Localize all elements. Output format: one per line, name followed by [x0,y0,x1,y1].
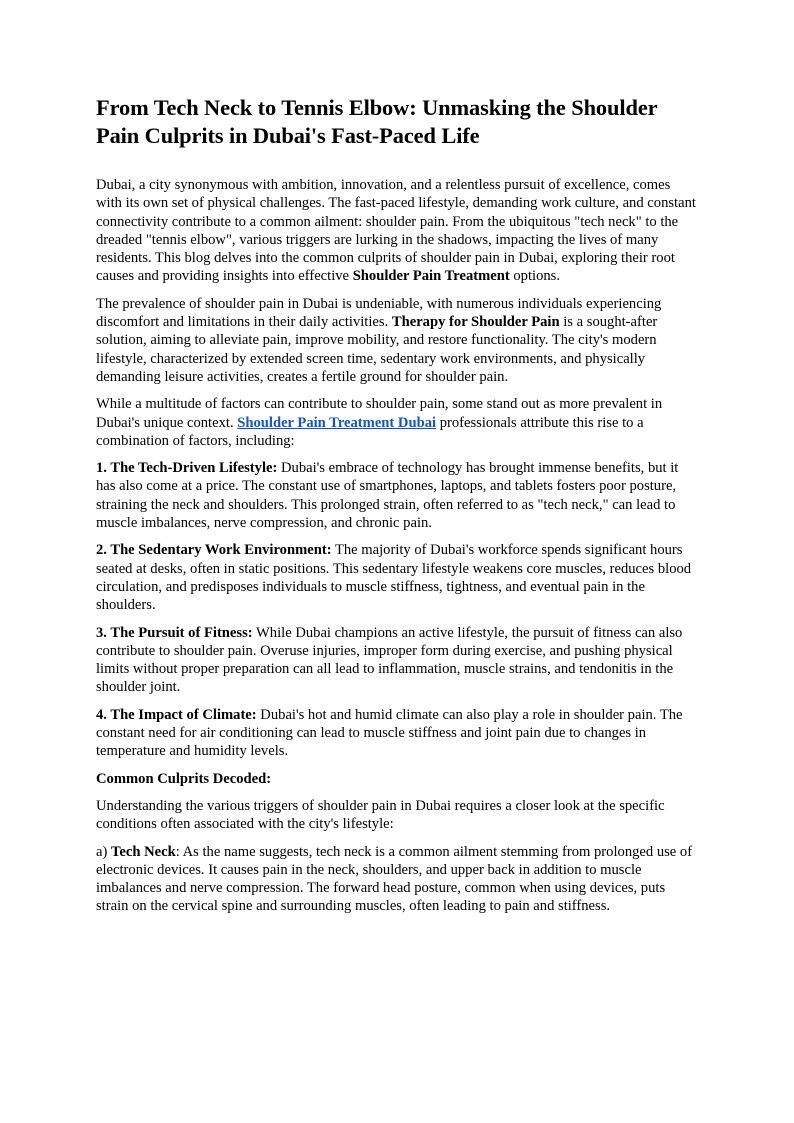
factor-item [96,459,698,532]
tech-neck-term: Tech Neck [111,843,176,860]
tech-neck-text: : As the name suggests, tech neck is a common ailment stemming from prolonged use of electronic devices. It causes pain in the neck, shoulders, and upper back in addition to muscle imbalances and nerve compression. The forward head posture, common when using devices, puts strain on the cervical spine and surrounding muscles, often leading to pain and stiffness. [96,843,693,915]
factors-text-end: professionals attribute this rise to a combination of factors, including: [96,414,644,449]
prevalence-text-end: is a sought-after solution, aiming to alleviate pain, improve mobility, and restore functionality. The city's modern lifestyle, characterized by extended screen time, sedentary work environments, and physically demanding leisure activities, creates a fertile ground for shoulder pain. [96,314,658,385]
intro-text-end: options. [509,268,561,285]
prevalence-bold-term: Therapy for Shoulder Pain [391,314,560,331]
factor-item [96,541,698,614]
shoulder-pain-treatment-dubai-link[interactable]: Shoulder Pain Treatment Dubai [237,414,437,431]
factor-text: Dubai's embrace of technology has brought immense benefits, but it has also come at a price. The constant use of smartphones, laptops, and tablets fosters poor posture, straining the neck and shoulders. This prolonged strain, often referred to as "tech neck," can lead to muscle imbalances, nerve compression, and chronic pain. [96,460,679,532]
document-page [96,94,698,925]
factor-heading: 3. The Pursuit of Fitness: [96,624,253,641]
tech-neck-prefix: a) [96,843,111,860]
factor-heading: 4. The Impact of Climate: [96,706,257,723]
page-title: From Tech Neck to Tennis Elbow: Unmasking the Shoulder Pain Culprits in Dubai's Fast-Paced Life [96,95,658,148]
factor-text: The majority of Dubai's workforce spends significant hours seated at desks, often in static positions. This sedentary lifestyle weakens core muscles, reduces blood circulation, and predisposes individuals to muscle stiffness, tightness, and eventual pain in the shoulders. [96,542,692,614]
prevalence-paragraph [96,295,698,386]
factor-text: While Dubai champions an active lifestyle, the pursuit of fitness can also contribute to shoulder pain. Overuse injuries, improper form during exercise, and pushing physical limits without proper preparation can all lead to inflammation, muscle strains, and tendonitis in the shoulder joint. [96,624,683,696]
factor-text: Dubai's hot and humid climate can also play a role in shoulder pain. The constant need for air conditioning can lead to muscle stiffness and joint pain due to changes in temperature and humidity levels. [96,706,683,760]
factor-item [96,624,698,697]
culprits-heading-text: Common Culprits Decoded: [96,770,272,787]
prevalence-text: The prevalence of shoulder pain in Dubai is undeniable, with numerous individuals experiencing discomfort and limitations in their daily activities. [96,295,662,331]
factors-paragraph [96,395,698,450]
tech-neck-paragraph [96,843,698,916]
factor-heading: 1. The Tech-Driven Lifestyle: [96,460,278,477]
intro-bold-term: Shoulder Pain Treatment [352,268,510,285]
factor-heading: 2. The Sedentary Work Environment: [96,542,332,559]
culprits-intro: Understanding the various triggers of shoulder pain in Dubai requires a closer look at the specific conditions often associated with the city's lifestyle: [96,797,665,833]
intro-paragraph [96,176,698,286]
factor-item [96,706,698,761]
factors-text: While a multitude of factors can contribute to shoulder pain, some stand out as more prevalent in Dubai's unique context. [96,396,663,431]
intro-text: Dubai, a city synonymous with ambition, innovation, and a relentless pursuit of excellence, comes with its own set of physical challenges. The fast-paced lifestyle, demanding work culture, and constant connectivity contribute to a common ailment: shoulder pain. From the ubiquitous "tech neck" to the dreaded "tennis elbow", various triggers are lurking in the shadows, impacting the lives of many residents. This blog delves into the common culprits of shoulder pain in Dubai, exploring their root causes and providing insights into effective [96,177,696,285]
culprits-heading [96,770,698,788]
